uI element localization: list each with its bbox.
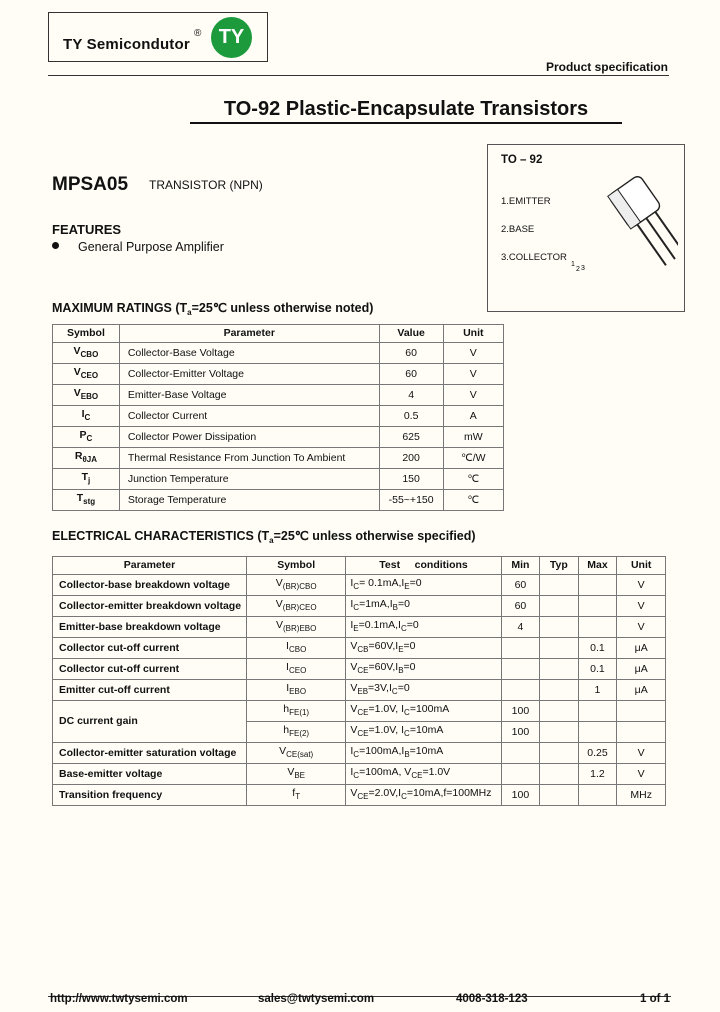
unit-cell: V (617, 575, 666, 596)
page-title: TO-92 Plastic-Encapsulate Transistors (223, 98, 589, 120)
col-header: Symbol (246, 557, 345, 575)
min-cell (501, 638, 539, 659)
symbol-cell: $V_{CE(sat)}$ (246, 743, 345, 764)
package-box (487, 144, 685, 312)
value-cell: 4 (379, 385, 443, 406)
max-cell (578, 722, 617, 743)
pin-mark-1: 1 (571, 261, 575, 268)
unit-cell: V (443, 385, 503, 406)
parameter-cell: Collector-base breakdown voltage (53, 575, 247, 596)
value-cell: 625 (379, 427, 443, 448)
unit-cell: A (443, 406, 503, 427)
condition-cell: $V_{CE}=1.0V$, $I_C=10mA$ (346, 722, 501, 743)
condition-cell: $I_C=1mA,I_B=0$ (346, 596, 501, 617)
pin-collector: 3.COLLECTOR (501, 252, 567, 263)
col-header: Min (501, 557, 539, 575)
min-cell: 100 (501, 785, 539, 806)
unit-cell: V (443, 343, 503, 364)
condition-cell: $I_C=100mA,I_B=10mA$ (346, 743, 501, 764)
symbol-cell: $V_{CEO}$ (53, 364, 120, 385)
symbol-cell: $T_{stg}$ (53, 490, 120, 511)
unit-cell: ℃ (443, 490, 503, 511)
typ-cell (540, 785, 578, 806)
parameter-cell: Junction Temperature (119, 469, 379, 490)
unit-cell: V (617, 596, 666, 617)
value-cell: 150 (379, 469, 443, 490)
unit-cell: V (617, 764, 666, 785)
col-header: Unit (617, 557, 666, 575)
symbol-cell: $V_{CBO}$ (53, 343, 120, 364)
unit-cell: mW (443, 427, 503, 448)
col-header: Typ (540, 557, 578, 575)
ty-logo-icon: TY (211, 17, 252, 58)
value-cell: 0.5 (379, 406, 443, 427)
parameter-cell: Base-emitter voltage (53, 764, 247, 785)
typ-cell (540, 764, 578, 785)
max-cell (578, 785, 617, 806)
parameter-cell: Collector Current (119, 406, 379, 427)
symbol-cell: $I_{CBO}$ (246, 638, 345, 659)
bullet-icon (52, 242, 59, 249)
col-header: Test conditions (346, 557, 501, 575)
pin-mark-2: 2 (576, 266, 580, 273)
table-row (53, 469, 504, 490)
condition-cell: $I_C=100mA$, $V_{CE}=1.0V$ (346, 764, 501, 785)
value-cell: 200 (379, 448, 443, 469)
typ-cell (540, 617, 578, 638)
symbol-cell: $h_{FE(1)}$ (246, 701, 345, 722)
pin-emitter: 1.EMITTER (501, 196, 551, 207)
table-row (53, 617, 666, 638)
electrical-table (52, 556, 666, 806)
symbol-cell: $I_{EBO}$ (246, 680, 345, 701)
table-row (53, 638, 666, 659)
parameter-cell: Emitter cut-off current (53, 680, 247, 701)
website-link[interactable]: http://www.twtysemi.com (50, 993, 188, 1005)
parameter-cell: DC current gain (53, 701, 247, 743)
typ-cell (540, 575, 578, 596)
max-ratings-heading: MAXIMUM RATINGS ($T_a=25℃$ unless otherwise noted) (52, 301, 374, 317)
table-row (53, 680, 666, 701)
parameter-cell: Storage Temperature (119, 490, 379, 511)
parameter-cell: Collector-emitter breakdown voltage (53, 596, 247, 617)
unit-cell: μA (617, 659, 666, 680)
table-row (53, 764, 666, 785)
max-cell (578, 617, 617, 638)
product-spec-label: Product specification (545, 60, 668, 74)
typ-cell (540, 659, 578, 680)
symbol-cell: $V_{(BR)EBO}$ (246, 617, 345, 638)
condition-cell: $I_E=0.1mA,I_C=0$ (346, 617, 501, 638)
col-header: Symbol (53, 325, 120, 343)
symbol-cell: $V_{(BR)CBO}$ (246, 575, 345, 596)
min-cell: 100 (501, 701, 539, 722)
min-cell: 60 (501, 596, 539, 617)
unit-cell: μA (617, 638, 666, 659)
condition-cell: $V_{EB}=3V,I_C=0$ (346, 680, 501, 701)
table-row (53, 575, 666, 596)
features-heading: FEATURES (52, 222, 122, 237)
table-header-row (53, 325, 504, 343)
table-row (53, 406, 504, 427)
pin-base: 2.BASE (501, 224, 535, 235)
max-cell (578, 575, 617, 596)
title-underline (190, 122, 622, 124)
to92-package-icon (568, 163, 678, 273)
max-cell: 0.1 (578, 659, 617, 680)
table-row (53, 427, 504, 448)
symbol-cell: $P_C$ (53, 427, 120, 448)
table-row (53, 343, 504, 364)
min-cell (501, 743, 539, 764)
unit-cell (617, 701, 666, 722)
min-cell: 60 (501, 575, 539, 596)
table-row (53, 490, 504, 511)
part-number: MPSA05 (52, 174, 129, 195)
table-row (53, 385, 504, 406)
table-row (53, 701, 666, 722)
part-description: TRANSISTOR (NPN) (149, 178, 263, 192)
unit-cell: μA (617, 680, 666, 701)
value-cell: 60 (379, 343, 443, 364)
condition-cell: $V_{CE}=2.0V,I_C=10mA,f=100MHz$ (346, 785, 501, 806)
typ-cell (540, 743, 578, 764)
company-logo (48, 12, 268, 62)
min-cell (501, 659, 539, 680)
table-row (53, 659, 666, 680)
parameter-cell: Collector Power Dissipation (119, 427, 379, 448)
pin-mark-3: 3 (581, 265, 585, 272)
condition-cell: $V_{CE}=1.0V$, $I_C=100mA$ (346, 701, 501, 722)
typ-cell (540, 680, 578, 701)
typ-cell (540, 638, 578, 659)
symbol-cell: $h_{FE(2)}$ (246, 722, 345, 743)
parameter-cell: Collector-Emitter Voltage (119, 364, 379, 385)
header-divider (48, 75, 669, 76)
unit-cell: V (617, 617, 666, 638)
unit-cell (617, 722, 666, 743)
parameter-cell: Collector cut-off current (53, 659, 247, 680)
condition-cell: $V_{CE}=60V,I_B=0$ (346, 659, 501, 680)
table-row (53, 448, 504, 469)
parameter-cell: Emitter-base breakdown voltage (53, 617, 247, 638)
max-cell: 1 (578, 680, 617, 701)
max-cell: 0.25 (578, 743, 617, 764)
table-row (53, 785, 666, 806)
col-header: Parameter (53, 557, 247, 575)
symbol-cell: $I_{CEO}$ (246, 659, 345, 680)
typ-cell (540, 596, 578, 617)
typ-cell (540, 701, 578, 722)
symbol-cell: $R_{\theta JA}$ (53, 448, 120, 469)
unit-cell: MHz (617, 785, 666, 806)
company-name: TY Semicondutor (63, 36, 190, 53)
email-link[interactable]: sales@twtysemi.com (258, 993, 375, 1005)
condition-cell: $I_C= 0.1mA,I_E=0$ (346, 575, 501, 596)
table-header-row (53, 557, 666, 575)
electrical-heading: ELECTRICAL CHARACTERISTICS ($T_a=25℃$ unless otherwise specified) (52, 529, 476, 545)
unit-cell: ℃/W (443, 448, 503, 469)
min-cell (501, 680, 539, 701)
parameter-cell: Collector-emitter saturation voltage (53, 743, 247, 764)
symbol-cell: $f_T$ (246, 785, 345, 806)
symbol-cell: $V_{BE}$ (246, 764, 345, 785)
col-header: Unit (443, 325, 503, 343)
min-cell: 100 (501, 722, 539, 743)
max-cell (578, 701, 617, 722)
typ-cell (540, 722, 578, 743)
table-row (53, 596, 666, 617)
table-row (53, 364, 504, 385)
registered-mark: ® (194, 28, 202, 39)
unit-cell: V (443, 364, 503, 385)
symbol-cell: $V_{EBO}$ (53, 385, 120, 406)
parameter-cell: Collector-Base Voltage (119, 343, 379, 364)
feature-item: General Purpose Amplifier (78, 240, 224, 254)
parameter-cell: Thermal Resistance From Junction To Ambient (119, 448, 379, 469)
unit-cell: V (617, 743, 666, 764)
page-number: 1 of 1 (640, 993, 671, 1005)
symbol-cell: $V_{(BR)CEO}$ (246, 596, 345, 617)
col-header: Parameter (119, 325, 379, 343)
unit-cell: ℃ (443, 469, 503, 490)
package-title: TO – 92 (501, 154, 543, 166)
value-cell: -55~+150 (379, 490, 443, 511)
min-cell (501, 764, 539, 785)
phone-number: 4008-318-123 (456, 993, 528, 1005)
min-cell: 4 (501, 617, 539, 638)
col-header: Max (578, 557, 617, 575)
condition-cell: $V_{CB}=60V,I_E=0$ (346, 638, 501, 659)
col-header: Value (379, 325, 443, 343)
value-cell: 60 (379, 364, 443, 385)
max-cell (578, 596, 617, 617)
max-ratings-table (52, 324, 504, 511)
max-cell: 0.1 (578, 638, 617, 659)
parameter-cell: Transition frequency (53, 785, 247, 806)
parameter-cell: Emitter-Base Voltage (119, 385, 379, 406)
table-row (53, 743, 666, 764)
symbol-cell: $T_j$ (53, 469, 120, 490)
symbol-cell: $I_C$ (53, 406, 120, 427)
parameter-cell: Collector cut-off current (53, 638, 247, 659)
max-cell: 1.2 (578, 764, 617, 785)
